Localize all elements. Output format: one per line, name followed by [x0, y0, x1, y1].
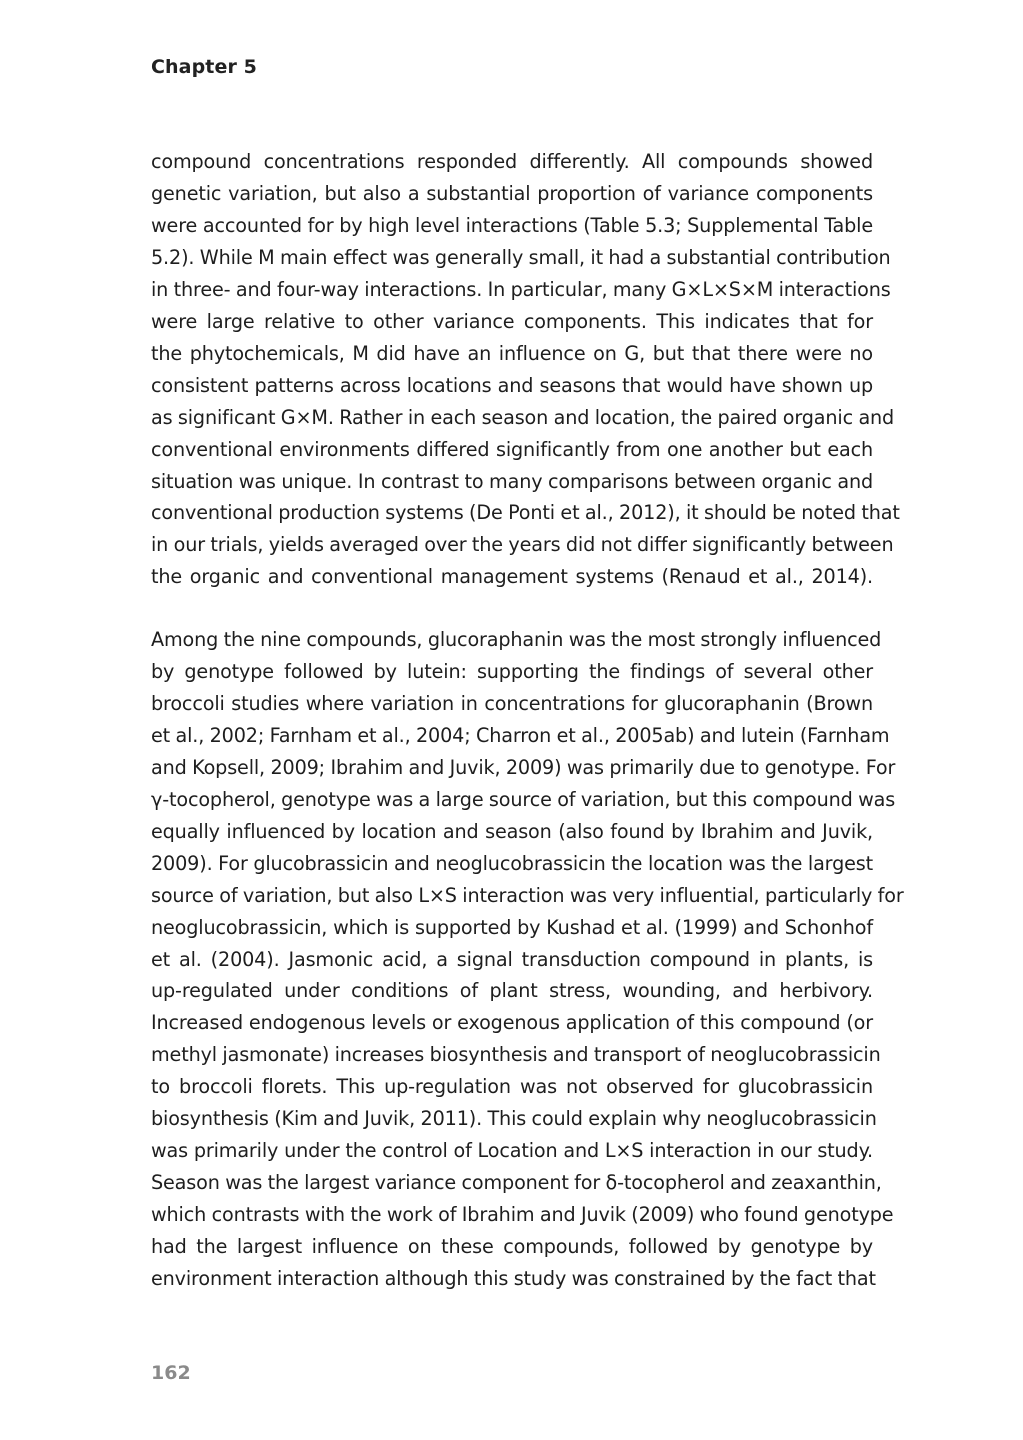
text-line: which contrasts with the work of Ibrahim and Juvik (2009) who found genotype: [151, 1203, 894, 1227]
text-line: broccoli studies where variation in concentrations for glucoraphanin (Brown: [151, 691, 873, 715]
text-line: 2009). For glucobrassicin and neoglucobrassicin the location was the largest: [151, 851, 873, 875]
text-line: the organic and conventional management systems (Renaud et al., 2014).: [151, 565, 873, 589]
text-line: conventional environments differed significantly from one another but each: [151, 437, 873, 461]
text-line: Among the nine compounds, glucoraphanin was the most strongly influenced: [151, 628, 882, 651]
text-line: had the largest influence on these compounds, followed by genotype by: [151, 1235, 873, 1259]
text-line: 5.2). While M main effect was generally small, it had a substantial contribution: [151, 245, 891, 269]
text-line: et al., 2002; Farnham et al., 2004; Charron et al., 2005ab) and lutein (Farnham: [151, 723, 890, 747]
text-line: was primarily under the control of Location and L×S interaction in our study.: [151, 1139, 873, 1163]
page-number: 162: [151, 1362, 191, 1384]
text-line: situation was unique. In contrast to many comparisons between organic and: [151, 469, 873, 493]
text-line: as significant G×M. Rather in each season and location, the paired organic and: [151, 405, 895, 429]
text-line: neoglucobrassicin, which is supported by Kushad et al. (1999) and Schonhof: [151, 915, 873, 939]
text-line: by genotype followed by lutein: supporting the findings of several other: [151, 659, 873, 683]
text-line: et al. (2004). Jasmonic acid, a signal transduction compound in plants, is: [151, 947, 873, 971]
text-line: methyl jasmonate) increases biosynthesis and transport of neoglucobrassicin: [151, 1043, 881, 1067]
text-line: in three- and four-way interactions. In particular, many G×L×S×M interactions: [151, 277, 891, 301]
running-header-chapter: Chapter 5: [151, 56, 257, 78]
text-line: environment interaction although this study was constrained by the fact that: [151, 1267, 876, 1291]
text-line: compound concentrations responded differently. All compounds showed: [151, 150, 873, 173]
text-line: genetic variation, but also a substantial proportion of variance components: [151, 181, 873, 205]
text-line: γ-tocopherol, genotype was a large source of variation, but this compound was: [151, 787, 896, 811]
text-line: to broccoli florets. This up-regulation was not observed for glucobrassicin: [151, 1075, 873, 1099]
text-line: up-regulated under conditions of plant stress, wounding, and herbivory.: [151, 979, 873, 1003]
paragraph-2: [151, 624, 904, 1295]
text-line: and Kopsell, 2009; Ibrahim and Juvik, 2009) was primarily due to genotype. For: [151, 755, 896, 779]
text-line: Increased endogenous levels or exogenous application of this compound (or: [151, 1011, 873, 1035]
text-line: Season was the largest variance component for δ-tocopherol and zeaxanthin,: [151, 1171, 882, 1195]
text-line: conventional production systems (De Ponti et al., 2012), it should be noted that: [151, 501, 900, 525]
text-line: in our trials, yields averaged over the years did not differ significantly between: [151, 533, 894, 557]
text-line: biosynthesis (Kim and Juvik, 2011). This could explain why neoglucobrassicin: [151, 1107, 877, 1131]
text-line: source of variation, but also L×S interaction was very influential, particularly for: [151, 883, 904, 907]
text-line: consistent patterns across locations and seasons that would have shown up: [151, 373, 873, 397]
text-line: equally influenced by location and season (also found by Ibrahim and Juvik,: [151, 819, 873, 843]
text-line: the phytochemicals, M did have an influence on G, but that there were no: [151, 341, 873, 365]
paragraph-1: [151, 146, 900, 593]
text-line: were accounted for by high level interactions (Table 5.3; Supplemental Table: [151, 213, 873, 237]
text-line: were large relative to other variance components. This indicates that for: [151, 309, 873, 333]
